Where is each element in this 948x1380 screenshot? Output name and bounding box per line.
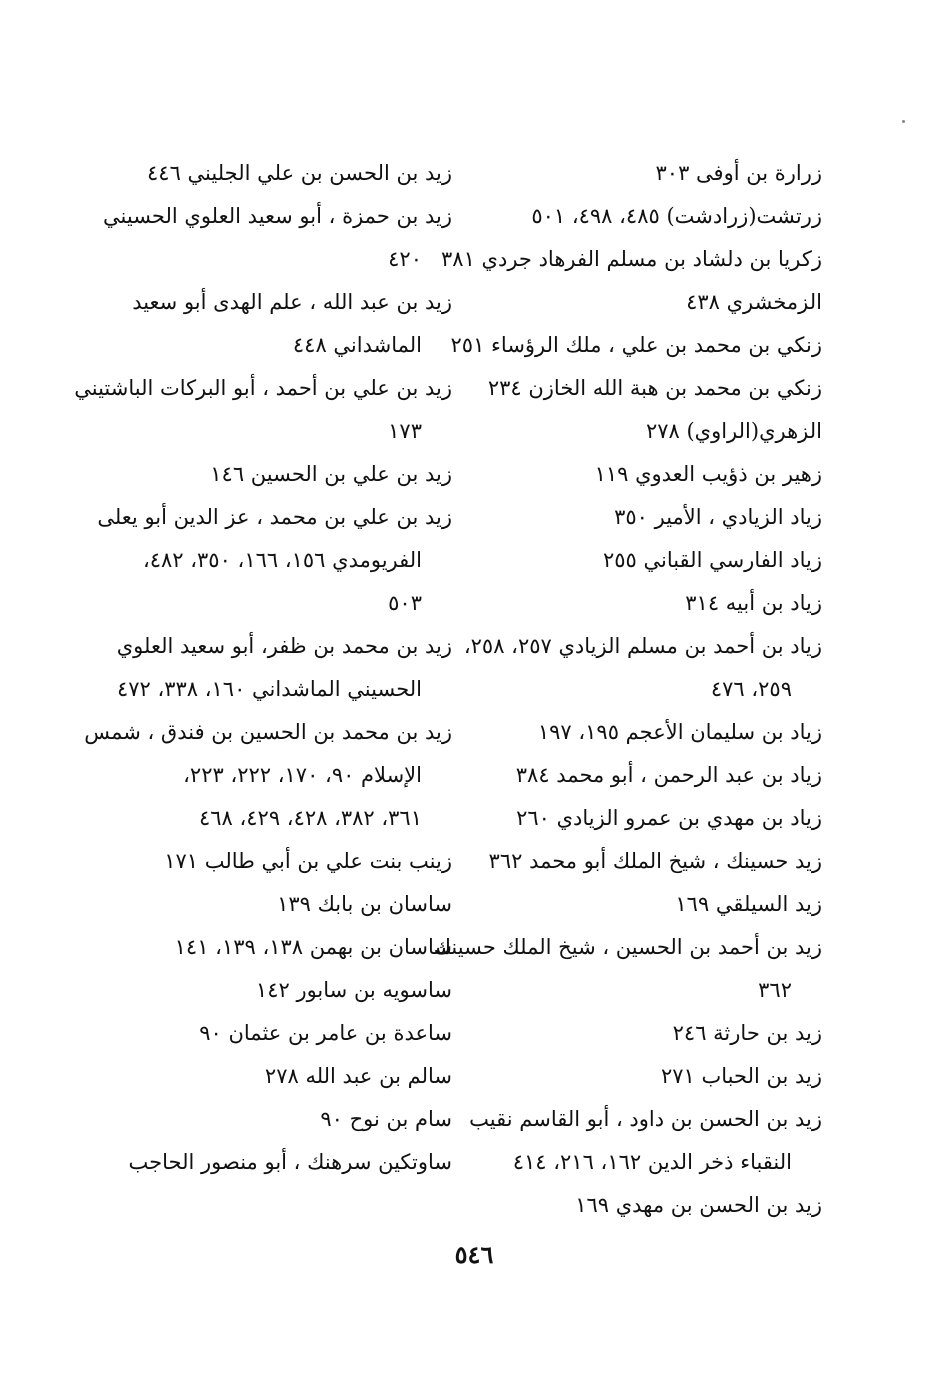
index-entry bbox=[100, 926, 452, 969]
index-entry-text: زياد بن عبد الرحمن ، أبو محمد ٣٨٤ bbox=[515, 763, 822, 787]
index-entry-continuation: ٢٥٩، ٤٧٦ bbox=[710, 677, 792, 701]
index-entry bbox=[478, 152, 822, 195]
index-entry-text: زيد بن الحسن بن داود ، أبو القاسم نقيب bbox=[469, 1107, 822, 1131]
index-entry-text: زيد بن عبد الله ، علم الهدى أبو سعيد bbox=[132, 290, 452, 314]
index-entry-text: زيد بن علي بن محمد ، عز الدين أبو يعلى bbox=[97, 505, 452, 529]
index-entry-text: ساوتكين سرهنك ، أبو منصور الحاجب bbox=[128, 1150, 452, 1174]
index-entry bbox=[100, 840, 452, 883]
index-entry-text: سام بن نوح ٩٠ bbox=[320, 1107, 452, 1131]
index-entry-text: زيد بن محمد بن ظفر، أبو سعيد العلوي bbox=[116, 634, 452, 658]
index-entry-text: الزهري(الراوي) ٢٧٨ bbox=[645, 419, 822, 443]
index-entry bbox=[74, 367, 452, 453]
index-entry-text: سالم بن عبد الله ٢٧٨ bbox=[264, 1064, 452, 1088]
index-entry bbox=[478, 582, 822, 625]
index-entry-continuation: الفريومدي ١٥٦، ١٦٦، ٣٥٠، ٤٨٢، bbox=[142, 548, 422, 572]
index-entry bbox=[478, 367, 822, 410]
index-entry bbox=[478, 754, 822, 797]
index-entry bbox=[478, 797, 822, 840]
index-entry-continuation: الحسيني الماشداني ١٦٠، ٣٣٨، ٤٧٢ bbox=[116, 677, 422, 701]
index-entry-text: زرتشت(زرادشت) ٤٨٥، ٤٩٨، ٥٠١ bbox=[531, 204, 822, 228]
index-entry-text: زنكي بن محمد بن علي ، ملك الرؤساء ٢٥١ bbox=[450, 333, 822, 357]
index-entry bbox=[463, 625, 822, 711]
index-entry-text: زيد بن علي بن أحمد ، أبو البركات الباشتيني bbox=[74, 376, 452, 400]
index-entry-text: زيد بن محمد بن الحسين بن فندق ، شمس bbox=[84, 720, 452, 744]
index-entry bbox=[478, 1012, 822, 1055]
index-entry-text: زياد الزيادي ، الأمير ٣٥٠ bbox=[614, 505, 822, 529]
index-entry-continuation: ٣٦١، ٣٨٢، ٤٢٨، ٤٢٩، ٤٦٨ bbox=[198, 806, 422, 830]
index-entry bbox=[100, 281, 452, 367]
index-entry bbox=[100, 625, 452, 711]
index-entry-text: زهير بن ذؤيب العدوي ١١٩ bbox=[594, 462, 822, 486]
index-entry-text: زياد بن أحمد بن مسلم الزيادي ٢٥٧، ٢٥٨، bbox=[463, 634, 822, 658]
index-entry-text: زياد بن مهدي بن عمرو الزيادي ٢٦٠ bbox=[516, 806, 822, 830]
index-entry-continuation: النقباء ذخر الدين ١٦٢، ٢١٦، ٤١٤ bbox=[512, 1150, 792, 1174]
index-entry-text: زينب بنت علي بن أبي طالب ١٧١ bbox=[164, 849, 452, 873]
index-entry-continuation: ٣٦٢ bbox=[758, 978, 792, 1002]
index-entry-text: زيد حسينك ، شيخ الملك أبو محمد ٣٦٢ bbox=[488, 849, 822, 873]
index-entry bbox=[100, 453, 452, 496]
index-entry-text: زيد بن حمزة ، أبو سعيد العلوي الحسيني bbox=[103, 204, 452, 228]
index-column-right bbox=[433, 152, 822, 1227]
index-entry-text: ساسويه بن سابور ١٤٢ bbox=[255, 978, 452, 1002]
index-entry-continuation: الماشداني ٤٤٨ bbox=[292, 333, 422, 357]
index-entry-text: زيد بن الحسن بن علي الجليني ٤٤٦ bbox=[147, 161, 452, 185]
index-entry bbox=[478, 281, 822, 324]
index-entry-text: زياد الفارسي القباني ٢٥٥ bbox=[602, 548, 822, 572]
index-entry-text: زيد بن أحمد بن الحسين ، شيخ الملك حسينك bbox=[433, 935, 822, 959]
index-entry-text: زنكي بن محمد بن هبة الله الخازن ٢٣٤ bbox=[487, 376, 822, 400]
index-entry-text: زيد بن الحباب ٢٧١ bbox=[660, 1064, 822, 1088]
index-entry-text: زيد بن علي بن الحسين ١٤٦ bbox=[210, 462, 452, 486]
index-entry-text: الزمخشري ٤٣٨ bbox=[686, 290, 822, 314]
index-entry bbox=[100, 1055, 452, 1098]
index-entry bbox=[100, 195, 452, 281]
index-entry-text: زياد بن سليمان الأعجم ١٩٥، ١٩٧ bbox=[537, 720, 822, 744]
index-entry bbox=[441, 238, 822, 281]
index-entry bbox=[478, 1184, 822, 1227]
index-entry-text: ساسان بن بهمن ١٣٨، ١٣٩، ١٤١ bbox=[174, 935, 452, 959]
index-entry bbox=[433, 926, 822, 1012]
index-entry bbox=[478, 711, 822, 754]
index-entry bbox=[478, 195, 822, 238]
index-entry bbox=[478, 539, 822, 582]
index-entry bbox=[478, 496, 822, 539]
index-entry-text: ساعدة بن عامر بن عثمان ٩٠ bbox=[199, 1021, 452, 1045]
index-entry bbox=[100, 1098, 452, 1141]
index-entry bbox=[478, 453, 822, 496]
index-column-left bbox=[74, 152, 452, 1184]
index-entry-text: ساسان بن بابك ١٣٩ bbox=[277, 892, 452, 916]
index-entry bbox=[100, 1141, 452, 1184]
index-entry-continuation: الإسلام ٩٠، ١٧٠، ٢٢٢، ٢٢٣، bbox=[183, 763, 422, 787]
scan-speck bbox=[902, 120, 905, 123]
index-entry bbox=[478, 1055, 822, 1098]
index-entry bbox=[100, 1012, 452, 1055]
page-number: ٥٤٦ bbox=[454, 1240, 494, 1269]
index-entry bbox=[84, 711, 452, 840]
index-entry bbox=[450, 324, 822, 367]
index-entry-text: زيد بن حارثة ٢٤٦ bbox=[672, 1021, 822, 1045]
index-entry bbox=[478, 410, 822, 453]
index-entry-text: زيد السيلقي ١٦٩ bbox=[675, 892, 822, 916]
index-entry bbox=[478, 883, 822, 926]
index-entry-continuation: ٤٢٠ bbox=[388, 247, 422, 271]
index-entry bbox=[469, 1098, 822, 1184]
index-entry bbox=[100, 883, 452, 926]
index-entry bbox=[100, 969, 452, 1012]
index-entry bbox=[97, 496, 452, 625]
index-entry bbox=[478, 840, 822, 883]
index-entry-continuation: ٥٠٣ bbox=[388, 591, 422, 615]
index-entry-continuation: ١٧٣ bbox=[388, 419, 422, 443]
index-entry-text: زياد بن أبيه ٣١٤ bbox=[685, 591, 822, 615]
index-entry-text: زرارة بن أوفى ٣٠٣ bbox=[655, 161, 822, 185]
index-entry bbox=[100, 152, 452, 195]
index-entry-text: زكريا بن دلشاد بن مسلم الفرهاد جردي ٣٨١ bbox=[441, 247, 822, 271]
index-entry-text: زيد بن الحسن بن مهدي ١٦٩ bbox=[575, 1193, 822, 1217]
